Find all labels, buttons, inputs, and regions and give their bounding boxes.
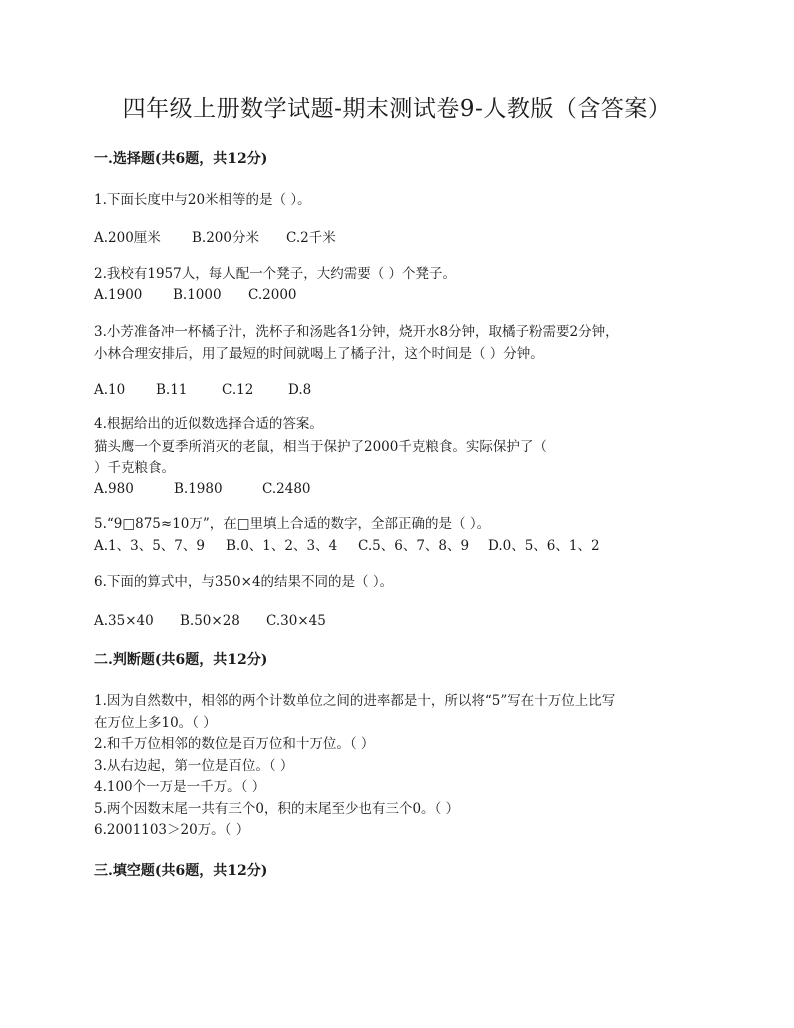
option: A.980: [94, 481, 134, 497]
section-heading-choice: 一.选择题(共6题，共12分): [94, 151, 268, 167]
choice-q4-stem-line2: 猫头鹰一个夏季所消灭的老鼠，相当于保护了2000千克粮食。实际保护了（: [94, 439, 547, 455]
option: A.10: [94, 382, 126, 398]
option: B.1980: [174, 481, 223, 497]
option: B.200分米: [192, 230, 259, 246]
option: C.12: [222, 382, 254, 398]
page-title: 四年级上册数学试题-期末测试卷9-人教版（含答案）: [122, 96, 672, 122]
option: A.1、3、5、7、9: [94, 538, 205, 554]
judge-q3: 3.从右边起，第一位是百位。（ ）: [94, 758, 294, 774]
option: B.0、1、2、3、4: [226, 538, 338, 554]
option: B.50×28: [180, 613, 240, 629]
option: B.11: [156, 382, 188, 398]
choice-q5-options: [94, 536, 600, 556]
option: A.35×40: [94, 613, 154, 629]
judge-q2: 2.和千万位相邻的数位是百万位和十万位。（ ）: [94, 736, 375, 752]
option: C.30×45: [266, 613, 326, 629]
judge-q6: 6.2001103＞20万。（ ）: [94, 822, 250, 838]
section-heading-judge: 二.判断题(共6题，共12分): [94, 652, 268, 668]
judge-q1-line1: 1.因为自然数中，相邻的两个计数单位之间的进率都是十，所以将“5”写在十万位上比写: [94, 693, 616, 709]
option: D.0、5、6、1、2: [488, 538, 600, 554]
choice-q1-options: [94, 228, 336, 248]
option: A.1900: [94, 287, 143, 303]
choice-q6-stem: 6.下面的算式中，与350×4的结果不同的是（ ）。: [94, 574, 394, 590]
option: C.5、6、7、8、9: [358, 538, 470, 554]
option: C.2480: [262, 481, 311, 497]
option: A.200厘米: [94, 230, 161, 246]
choice-q3-options: [94, 380, 311, 400]
choice-q3-stem-line2: 小林合理安排后，用了最短的时间就喝上了橘子汁，这个时间是（ ）分钟。: [94, 346, 544, 362]
option: C.2千米: [286, 230, 336, 246]
judge-q5: 5.两个因数末尾一共有三个0，积的末尾至少也有三个0。（ ）: [94, 801, 460, 817]
choice-q2-stem: 2.我校有1957人，每人配一个凳子，大约需要（ ）个凳子。: [94, 266, 457, 282]
judge-q1-line2: 在万位上多10。（ ）: [94, 715, 217, 731]
choice-q5-stem: 5.“9□875≈10万”，在□里填上合适的数字，全部正确的是（ ）。: [94, 516, 491, 532]
choice-q4-stem-line3: ）千克粮食。: [94, 460, 175, 476]
option: C.2000: [248, 287, 297, 303]
section-heading-fill: 三.填空题(共6题，共12分): [94, 863, 268, 879]
choice-q4-stem-line1: 4.根据给出的近似数选择合适的答案。: [94, 416, 323, 432]
choice-q4-options: [94, 479, 311, 499]
choice-q3-stem-line1: 3.小芳准备冲一杯橘子汁，洗杯子和汤匙各1分钟，烧开水8分钟，取橘子粉需要2分钟，: [94, 324, 619, 340]
choice-q6-options: [94, 611, 326, 631]
choice-q1-stem: 1.下面长度中与20米相等的是（ ）。: [94, 192, 311, 208]
choice-q2-options: [94, 285, 297, 305]
option: D.8: [288, 382, 312, 398]
option: B.1000: [173, 287, 222, 303]
judge-q4: 4.100个一万是一千万。（ ）: [94, 779, 266, 795]
